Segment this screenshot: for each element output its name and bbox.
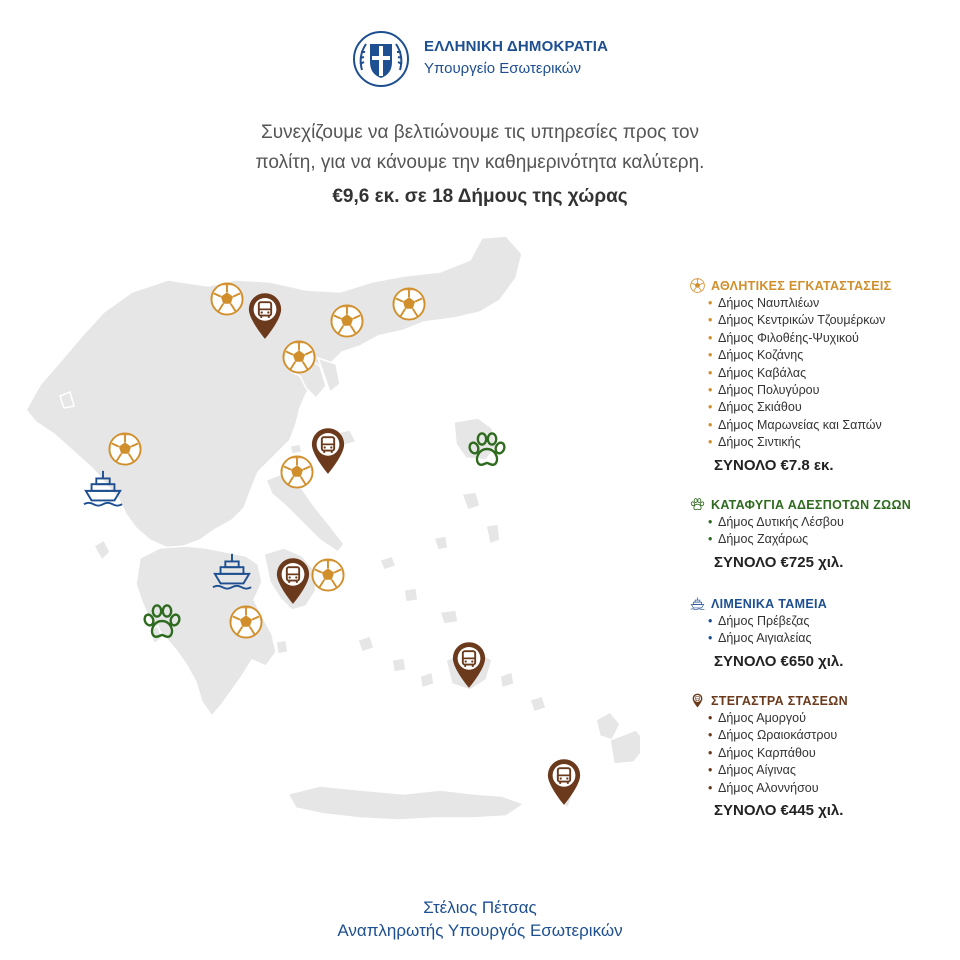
list-item: • Δήμος Ζαχάρως bbox=[708, 531, 960, 548]
legend-sport-title: ΑΘΛΗΤΙΚΕΣ ΕΓΚΑΤΑΣΤΑΣΕΙΣ bbox=[711, 278, 892, 293]
sport-ball-icon bbox=[281, 456, 312, 487]
sport-ball-icon bbox=[331, 305, 362, 336]
legend-port-title: ΛΙΜΕΝΙΚΑ ΤΑΜΕΙΑ bbox=[711, 596, 828, 611]
list-item: • Δήμος Πολυγύρου bbox=[708, 382, 960, 399]
footer-role: Αναπληρωτής Υπουργός Εσωτερικών bbox=[337, 921, 623, 940]
list-item: • Δήμος Φιλοθέης-Ψυχικού bbox=[708, 330, 960, 347]
list-item: • Δήμος Αλοννήσου bbox=[708, 780, 960, 797]
intro-line-1: Συνεχίζουμε να βελτιώνουμε τις υπηρεσίες προς τον bbox=[260, 122, 700, 143]
intro-line-2: πολίτη, για να κάνουμε την καθημερινότητα καλύτερη. bbox=[255, 152, 705, 173]
list-item: • Δήμος Ναυπλιέων bbox=[708, 295, 960, 312]
list-item: • Δήμος Ωραιοκάστρου bbox=[708, 727, 960, 744]
paw-icon bbox=[690, 497, 705, 512]
sport-ball-icon bbox=[312, 559, 343, 590]
list-item: • Δήμος Αιγιαλείας bbox=[708, 630, 960, 647]
legend-sport-total: ΣΥΝΟΛΟ €7.8 εκ. bbox=[714, 456, 834, 474]
list-item: • Δήμος Σιντικής bbox=[708, 434, 960, 451]
footer-name: Στέλιος Πέτσας bbox=[423, 898, 537, 917]
legend-animal-total: ΣΥΝΟΛΟ €725 χιλ. bbox=[714, 553, 844, 571]
legend-animal-section bbox=[690, 497, 960, 571]
sport-ball-icon bbox=[283, 341, 314, 372]
list-item: • Δήμος Σκιάθου bbox=[708, 399, 960, 416]
ship-icon bbox=[690, 596, 705, 611]
list-item: • Δήμος Κεντρικών Τζουμέρκων bbox=[708, 312, 960, 329]
greek-emblem-icon bbox=[352, 30, 410, 88]
legend-animal-title: ΚΑΤΑΦΥΓΙΑ ΑΔΕΣΠΟΤΩΝ ΖΩΩΝ bbox=[711, 497, 912, 512]
bus-stop-icon bbox=[690, 693, 705, 708]
list-item: • Δήμος Κοζάνης bbox=[708, 347, 960, 364]
ministry-header bbox=[352, 30, 652, 90]
intro-total-line: €9,6 εκ. σε 18 Δήμους της χώρας bbox=[332, 186, 628, 207]
bus-pin-icon bbox=[548, 759, 580, 805]
legend-port-section bbox=[690, 596, 960, 670]
list-item: • Δήμος Καρπάθου bbox=[708, 745, 960, 762]
bus-pin-icon bbox=[312, 428, 344, 474]
sport-ball-icon bbox=[393, 288, 424, 319]
list-item: • Δήμος Πρέβεζας bbox=[708, 613, 960, 630]
sport-ball-icon bbox=[211, 283, 242, 314]
list-item: • Δήμος Αμοργού bbox=[708, 710, 960, 727]
football-icon bbox=[690, 278, 705, 293]
republic-title: ΕΛΛΗΝΙΚΗ ΔΗΜΟΚΡΑΤΙΑ bbox=[424, 38, 609, 55]
greece-map bbox=[0, 220, 640, 860]
ministry-subtitle: Υπουργείο Εσωτερικών bbox=[424, 60, 582, 77]
legend-sport-section bbox=[690, 278, 960, 474]
legend-bus-title: ΣΤΕΓΑΣΤΡΑ ΣΤΑΣΕΩΝ bbox=[711, 693, 848, 708]
list-item: • Δήμος Δυτικής Λέσβου bbox=[708, 514, 960, 531]
list-item: • Δήμος Καβάλας bbox=[708, 365, 960, 382]
list-item: • Δήμος Μαρωνείας και Σαπών bbox=[708, 417, 960, 434]
sport-ball-icon bbox=[230, 606, 261, 637]
legend-port-total: ΣΥΝΟΛΟ €650 χιλ. bbox=[714, 652, 844, 670]
list-item: • Δήμος Αίγινας bbox=[708, 762, 960, 779]
legend-bus-section bbox=[690, 693, 960, 819]
legend-bus-total: ΣΥΝΟΛΟ €445 χιλ. bbox=[714, 802, 844, 820]
sport-ball-icon bbox=[109, 433, 140, 464]
